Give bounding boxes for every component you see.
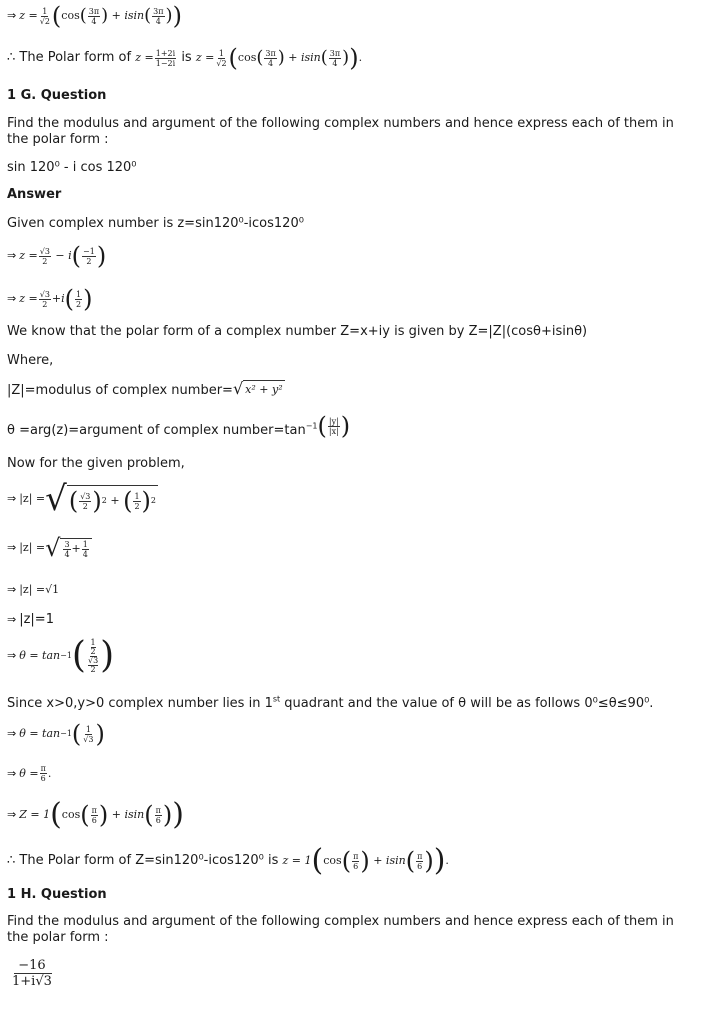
answer-label-1g: Answer bbox=[7, 187, 62, 202]
question-expression-1g: sin 120⁰ - i cos 120⁰ bbox=[7, 160, 137, 175]
theta-result: ⇒ θ = $\frac{\pi}{6}$ . bbox=[7, 764, 52, 783]
z-step-1: ⇒ z = $\frac{√3}{2}$ − i ( −1 2 ) bbox=[7, 242, 107, 270]
theta-step-2: ⇒ θ = tan −1 ( 1 √3 ) bbox=[7, 720, 105, 748]
question-heading-1g: 1 G. Question bbox=[7, 88, 107, 103]
modulus-definition: |Z|=modulus of complex number= √ x² + y² bbox=[7, 379, 283, 398]
quadrant-statement: Since x>0,y>0 complex number lies in 1st quadrant and the value of θ will be as follows 0⁰≤θ≤90⁰. bbox=[7, 694, 654, 711]
given-statement: Given complex number is z=sin120⁰-icos120⁰ bbox=[7, 216, 304, 231]
modulus-step-3: ⇒ |z| = √1 bbox=[7, 583, 60, 596]
polar-form-conclusion-1f: ∴ The Polar form of z = $\frac{1+2i}{1-2i}$ is z = $\frac{1}{√2}$ ( cos ( 3π 4 ) + isin ( 3π 4 ) ) . bbox=[7, 44, 363, 72]
question-expression-1h: $\frac{-16}{1+i√3}$ bbox=[12, 958, 52, 989]
question-heading-1h: 1 H. Question bbox=[7, 887, 107, 902]
argument-definition: θ =arg(z)=argument of complex $number=\tan^{-1}$ ( |y| |x| ) bbox=[7, 412, 351, 440]
polar-form-conclusion-1g: ∴ The Polar form of Z=sin120⁰-icos120⁰ is z = 1 ( cos ( π 6 ) + isin ( π 6 ) ) . bbox=[7, 843, 449, 878]
question-prompt-1h: Find the modulus and argument of the following complex numbers and hence express each of them in the polar form : bbox=[7, 914, 674, 945]
modulus-step-1: ⇒ |z| = √ ( √3 2 ) 2 + ( 1 2 ) 2 bbox=[7, 479, 156, 519]
z-step-2: ⇒ z = $\frac{√3}{2}$ + i ( 1 2 ) bbox=[7, 285, 93, 313]
theta-step-1: ⇒ θ = tan −1 ( 1 2 √3 2 ) bbox=[7, 635, 115, 676]
modulus-step-2: ⇒ |z| = √ 3 4 + $\frac{1}{4}$ bbox=[7, 536, 690, 566]
modulus-result: ⇒ |z|=1 bbox=[7, 612, 54, 627]
now-statement: Now for the given problem, bbox=[7, 456, 185, 471]
where-label: Where, bbox=[7, 353, 54, 368]
z-polar-final: ⇒ Z = 1 ( cos ( π 6 ) + isin ( π 6 ) ) bbox=[7, 797, 184, 832]
z-equation-line: ⇒ z = $\frac{1}{√2}$ ( cos ( 3π 4 ) + isin ( 3π 4 ) ) bbox=[7, 2, 182, 30]
question-prompt-1g: Find the modulus and argument of the following complex numbers and hence express each of them in the polar form : bbox=[7, 116, 674, 147]
polar-form-statement: We know that the polar form of a complex number Z=x+iy is given by Z=|Z|(cosθ+isinθ) bbox=[7, 324, 588, 339]
